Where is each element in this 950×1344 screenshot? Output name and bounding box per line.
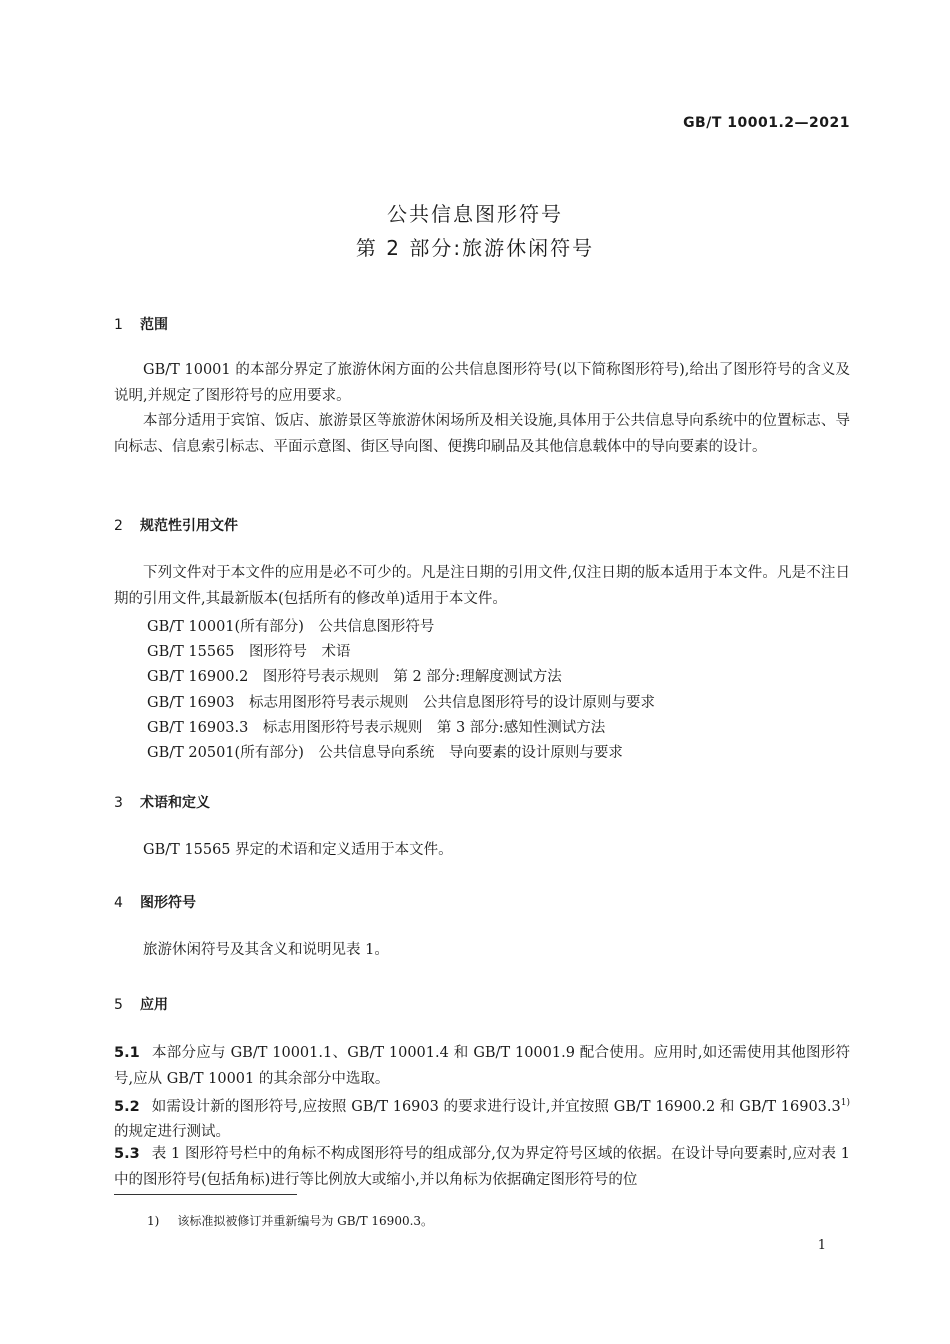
section2-intro: 下列文件对于本文件的应用是必不可少的。凡是注日期的引用文件,仅注日期的版本适用于本文件。凡是不注日期的引用文件,其最新版本(包括所有的修改单)适用于本文件。: [114, 565, 850, 607]
footnote-divider: [114, 1194, 297, 1195]
clause-number: 5.2: [114, 1098, 140, 1115]
section-title: 规范性引用文件: [140, 518, 238, 534]
section-heading-4: [114, 892, 196, 912]
clause-number: 5.1: [114, 1045, 140, 1061]
section3-paragraph: GB/T 15565 界定的术语和定义适用于本文件。: [143, 842, 453, 858]
clause-text: 本部分应与 GB/T 10001.1、GB/T 10001.4 和 GB/T 10001.9 配合使用。应用时,如还需使用其他图形符号,应从 GB/T 10001 的其余部分中选取。: [114, 1045, 850, 1087]
section-heading-2: [114, 515, 238, 535]
normative-reference: GB/T 15565 图形符号 术语: [147, 644, 351, 660]
section-number: 2: [114, 518, 123, 534]
section-number: 1: [114, 317, 123, 333]
clause-5-1: [114, 1041, 850, 1092]
footnote-text: 该标准拟被修订并重新编号为 GB/T 16900.3。: [177, 1214, 434, 1228]
clause-5-2: [114, 1091, 850, 1146]
clause-number: 5.3: [114, 1146, 140, 1162]
section-heading-5: [114, 994, 168, 1014]
section4-paragraph: 旅游休闲符号及其含义和说明见表 1。: [143, 942, 389, 958]
footnote-marker: 1): [147, 1214, 160, 1228]
footnote: [147, 1212, 433, 1229]
clause-text: 表 1 图形符号栏中的角标不构成图形符号的组成部分,仅为界定符号区域的依据。在设计导向要素时,应对表 1 中的图形符号(包括角标)进行等比例放大或缩小,并以角标为依据确定图形符号的位: [114, 1146, 850, 1188]
footnote-reference[interactable]: 1): [840, 1098, 850, 1108]
section-heading-1: [114, 314, 168, 334]
section-number: 4: [114, 895, 123, 911]
section1-paragraph-1: GB/T 10001 的本部分界定了旅游休闲方面的公共信息图形符号(以下简称图形符号),给出了图形符号的含义及说明,并规定了图形符号的应用要求。: [114, 362, 850, 404]
clause-5-3: [114, 1142, 850, 1193]
section-title: 图形符号: [140, 895, 196, 911]
section-title: 术语和定义: [140, 795, 210, 811]
standard-code: GB/T 10001.2—2021: [683, 115, 850, 131]
section1-paragraph-2: 本部分适用于宾馆、饭店、旅游景区等旅游休闲场所及相关设施,具体用于公共信息导向系统中的位置标志、导向标志、信息索引标志、平面示意图、街区导向图、便携印刷品及其他信息载体中的导向要素的设计。: [114, 413, 850, 455]
section-number: 3: [114, 795, 123, 811]
normative-reference: GB/T 16900.2 图形符号表示规则 第 2 部分:理解度测试方法: [147, 669, 562, 685]
clause-text: 如需设计新的图形符号,应按照 GB/T 16903 的要求进行设计,并宜按照 GB/T 16900.2 和 GB/T 16903.3: [151, 1098, 841, 1115]
clause-text-cont: 的规定进行测试。: [114, 1124, 230, 1141]
document-subtitle: 第 2 部分:旅游休闲符号: [355, 236, 595, 260]
section-number: 5: [114, 997, 123, 1013]
document-title: 公共信息图形符号: [387, 202, 563, 226]
section-title: 范围: [140, 317, 168, 333]
normative-reference: GB/T 20501(所有部分) 公共信息导向系统 导向要素的设计原则与要求: [147, 745, 623, 761]
normative-reference: GB/T 10001(所有部分) 公共信息图形符号: [147, 619, 435, 635]
normative-reference: GB/T 16903.3 标志用图形符号表示规则 第 3 部分:感知性测试方法: [147, 720, 606, 736]
section-heading-3: [114, 792, 210, 812]
page-number: 1: [817, 1238, 826, 1253]
section-title: 应用: [140, 997, 168, 1013]
normative-reference: GB/T 16903 标志用图形符号表示规则 公共信息图形符号的设计原则与要求: [147, 695, 656, 711]
